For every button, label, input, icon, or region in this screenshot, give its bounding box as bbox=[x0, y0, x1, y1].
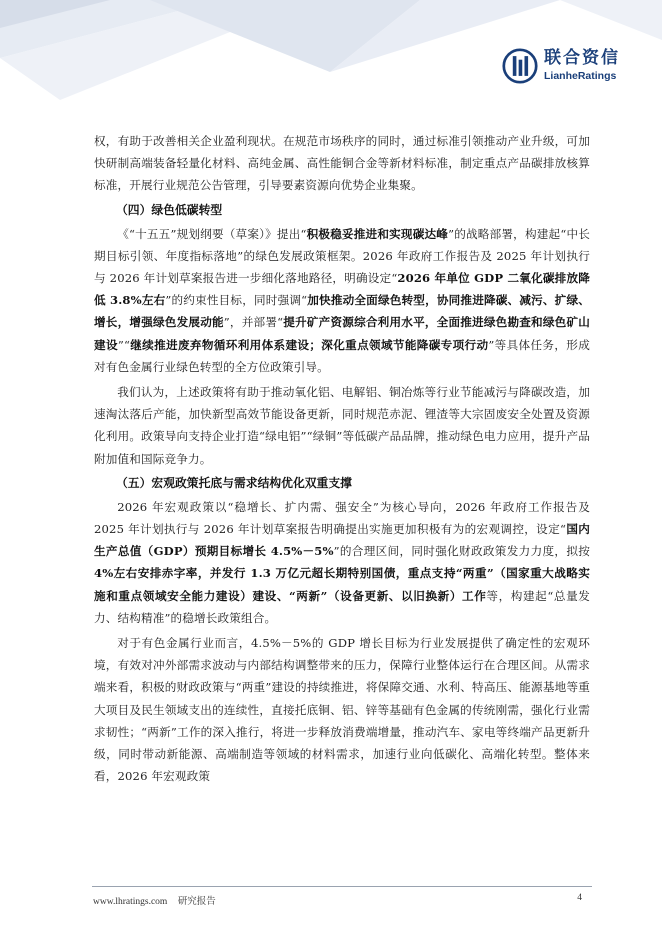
report-body bbox=[94, 130, 590, 787]
section-heading-macro-policy: （五）宏观政策托底与需求结构优化双重支撑 bbox=[116, 475, 352, 490]
lianhe-logo-icon bbox=[502, 48, 538, 84]
company-logo bbox=[502, 48, 620, 84]
footer-divider bbox=[92, 886, 592, 887]
paragraph-policy-impact: 我们认为，上述政策将有助于推动氧化铝、电解铝、铜冶炼等行业节能减污与降碳改造，加速淘汰落后产能，加快新型高效节能设备更新，同时规范赤泥、锂渣等大宗固废安全处置及资源化利用。政策导向支持企业打造“绿电铝”“绿铜”等低碳产品品牌，推动绿色电力应用，提升产品附加值和国际竞争力。 bbox=[94, 385, 590, 466]
page-number: 4 bbox=[577, 893, 582, 903]
footer-website-link[interactable]: www.lhratings.com bbox=[93, 897, 168, 907]
paragraph-carbon-peak: 《“十五五”规划纲要（草案）》提出“积极稳妥推进和实现碳达峰”的战略部署，构建起“中长期目标引领、年度指标落地”的绿色发展政策框架。2026 年政府工作报告及 2025 年计划执行与 2026 年计划草案报告进一步细化落地路径，明确设定“2026 年单位 GDP 二氧化碳排放降低 3.8%左右”的约束性目标，同时强调“加快推动全面绿色转型，协同推进降碳、减污、扩绿、增长，增强绿色发展动能”，并部署“提升矿产资源综合利用水平，全面推进绿色勘查和绿色矿山建设”“继续推进废弃物循环利用体系建设；深化重点领域节能降碳专项行动”等具体任务，形成对有色金属行业绿色转型的全方位政策引导。 bbox=[94, 226, 590, 374]
logo-chinese-name: 联合资信 bbox=[544, 48, 620, 69]
paragraph-macro-policy: 2026 年宏观政策以“稳增长、扩内需、强安全”为核心导向，2026 年政府工作报告及 2025 年计划执行与 2026 年计划草案报告明确提出实施更加积极有为的宏观调控，设定“国内生产总值（GDP）预期目标增长 4.5%－5%”的合理区间，同时强化财政政策发力力度，拟按4%左右安排赤字率，并发行 1.3 万亿元超长期特别国债，重点支持“两重”（国家重大战略实施和重点领域安全能力建设）建设、“两新”（设备更新、以旧换新）工作等，构建起“总量发力、结构精准”的稳增长政策组合。 bbox=[94, 499, 590, 625]
footer-info bbox=[93, 893, 216, 907]
paragraph-industry-demand: 对于有色金属行业而言，4.5%－5%的 GDP 增长目标为行业发展提供了确定性的宏观环境，有效对冲外部需求波动与内部结构调整带来的压力，保障行业整体运行在合理区间。从需求端来看，积极的财政政策与“两重”建设的持续推进，将保障交通、水利、特高压、能源基地等重大项目及民生领域支出的连续性，直接托底铜、铝、锌等基础有色金属的传统刚需，强化行业需求韧性；“两新”工作的深入推行，将进一步释放消费端增量，推动汽车、家电等终端产品更新升级，同时带动新能源、高端制造等领域的材料需求，加速行业向低碳化、高端化转型。整体来看，2026 年宏观政策 bbox=[94, 636, 590, 784]
footer-report-label: 研究报告 bbox=[177, 897, 216, 907]
section-heading-green-transition: （四）绿色低碳转型 bbox=[116, 202, 223, 217]
logo-english-name: LianheRatings bbox=[544, 70, 617, 83]
paragraph-standards: 权，有助于改善相关企业盈利现状。在规范市场秩序的同时，通过标准引领推动产业升级，可加快研制高端装备轻量化材料、高纯金属、高性能铜合金等新材料标准，制定重点产品碳排放核算标准，开展行业规范公告管理，引导要素资源向优势企业集聚。 bbox=[94, 134, 590, 193]
